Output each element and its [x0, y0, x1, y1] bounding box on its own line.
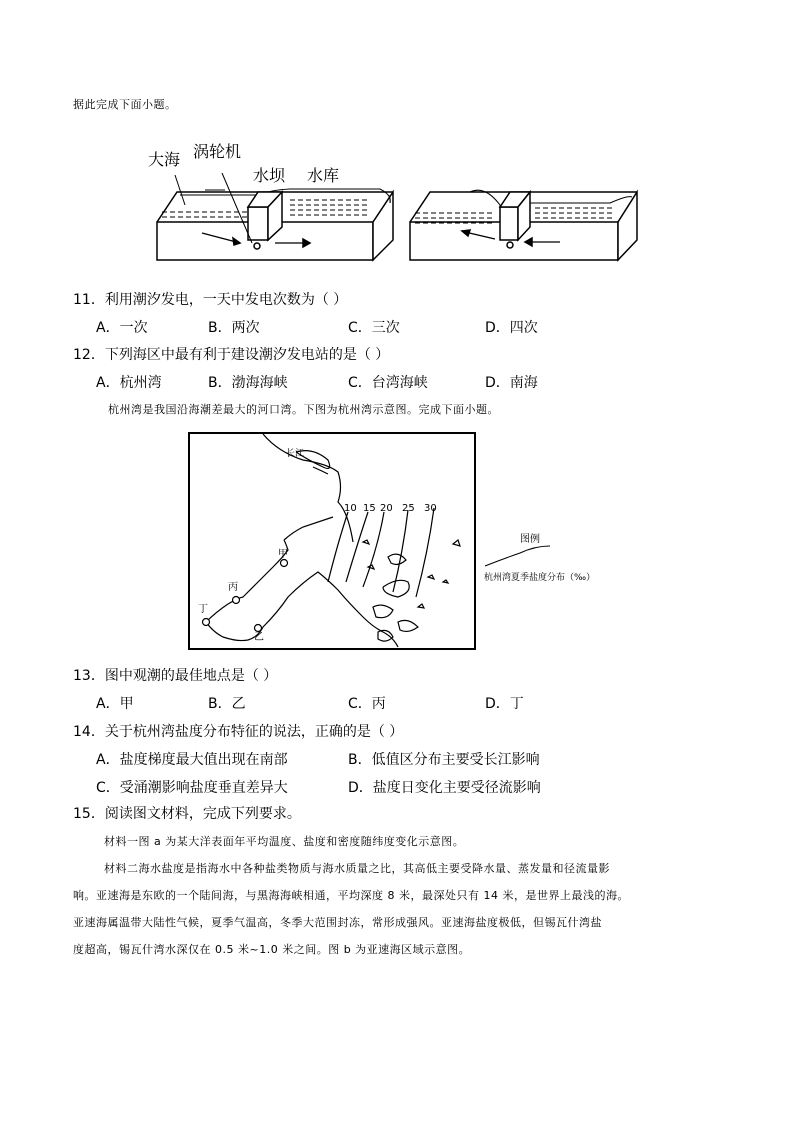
label-ding: 丁: [198, 604, 208, 615]
isoline-label-20: 20: [380, 503, 393, 514]
label-sea: 大海: [148, 150, 181, 169]
question-14-stem: 14．关于杭州湾盐度分布特征的说法，正确的是（ ）: [73, 724, 404, 740]
isoline-label-15: 15: [363, 503, 376, 514]
q11-option-b[interactable]: B．两次: [208, 320, 260, 336]
q14-option-d[interactable]: D．盐度日变化主要受径流影响: [348, 780, 541, 796]
material-2-line-3: 亚速海属温带大陆性气候，夏季气温高，冬季大范围封冻，常形成强风。亚速海盐度极低，但锡瓦什湾盐: [73, 916, 602, 929]
legend-title: 图例: [520, 534, 540, 545]
label-bing: 丙: [228, 582, 238, 593]
q11-option-a[interactable]: A．一次: [96, 320, 148, 336]
tidal-power-diagram: [140, 135, 660, 265]
question-13-stem: 13．图中观潮的最佳地点是（ ）: [73, 668, 278, 684]
hangzhou-bay-map: [188, 432, 478, 652]
material-2-line-4: 度超高，锡瓦什湾水深仅在 0.5 米~1.0 米之间。图 b 为亚速海区域示意图。: [73, 943, 471, 956]
q14-option-b[interactable]: B．低值区分布主要受长江影响: [348, 752, 540, 768]
label-turbine: 涡轮机: [193, 142, 242, 161]
q13-option-b[interactable]: B．乙: [208, 696, 246, 712]
q13-option-d[interactable]: D．丁: [485, 696, 524, 712]
isoline-label-10: 10: [344, 503, 357, 514]
label-dam: 水坝: [253, 166, 286, 185]
material-1: 材料一图 a 为某大洋表面年平均温度、盐度和密度随纬度变化示意图。: [104, 835, 465, 848]
label-jia: 甲: [278, 549, 288, 560]
label-yi: 乙: [254, 632, 264, 643]
q11-option-c[interactable]: C．三次: [348, 320, 400, 336]
q12-option-c[interactable]: C．台湾海峡: [348, 375, 428, 391]
material-2-line-2: 响。亚速海是东欧的一个陆间海，与黑海海峡相通，平均深度 8 米，最深处只有 14 米，是世界上最浅的海。: [73, 889, 629, 902]
label-reservoir: 水库: [307, 166, 340, 185]
q14-option-c[interactable]: C．受涌潮影响盐度垂直差异大: [96, 780, 288, 796]
legend-text: 杭州湾夏季盐度分布（‰）: [484, 573, 596, 583]
q13-option-c[interactable]: C．丙: [348, 696, 386, 712]
label-changjiang: 长江: [286, 449, 305, 459]
q13-option-a[interactable]: A．甲: [96, 696, 134, 712]
passage-hangzhou-bay: 杭州湾是我国沿海潮差最大的河口湾。下图为杭州湾示意图。完成下面小题。: [108, 403, 499, 416]
question-11-stem: 11．利用潮汐发电，一天中发电次数为（ ）: [73, 292, 348, 308]
isoline-label-30: 30: [424, 503, 437, 514]
material-2-line-1: 材料二海水盐度是指海水中各种盐类物质与海水质量之比，其高低主要受降水量、蒸发量和径流量影: [104, 862, 610, 875]
intro-text: 据此完成下面小题。: [73, 98, 177, 111]
q12-option-b[interactable]: B．渤海海峡: [208, 375, 288, 391]
tidal-diagram-left: [157, 173, 393, 260]
question-12-stem: 12．下列海区中最有利于建设潮汐发电站的是（ ）: [73, 347, 390, 363]
q11-option-d[interactable]: D．四次: [485, 320, 538, 336]
question-15-stem: 15．阅读图文材料，完成下列要求。: [73, 806, 301, 822]
tidal-diagram-right: [410, 190, 637, 260]
q12-option-d[interactable]: D．南海: [485, 375, 538, 391]
map-legend: [480, 528, 630, 588]
q14-option-a[interactable]: A．盐度梯度最大值出现在南部: [96, 752, 288, 768]
isoline-label-25: 25: [402, 503, 415, 514]
q12-option-a[interactable]: A．杭州湾: [96, 375, 162, 391]
